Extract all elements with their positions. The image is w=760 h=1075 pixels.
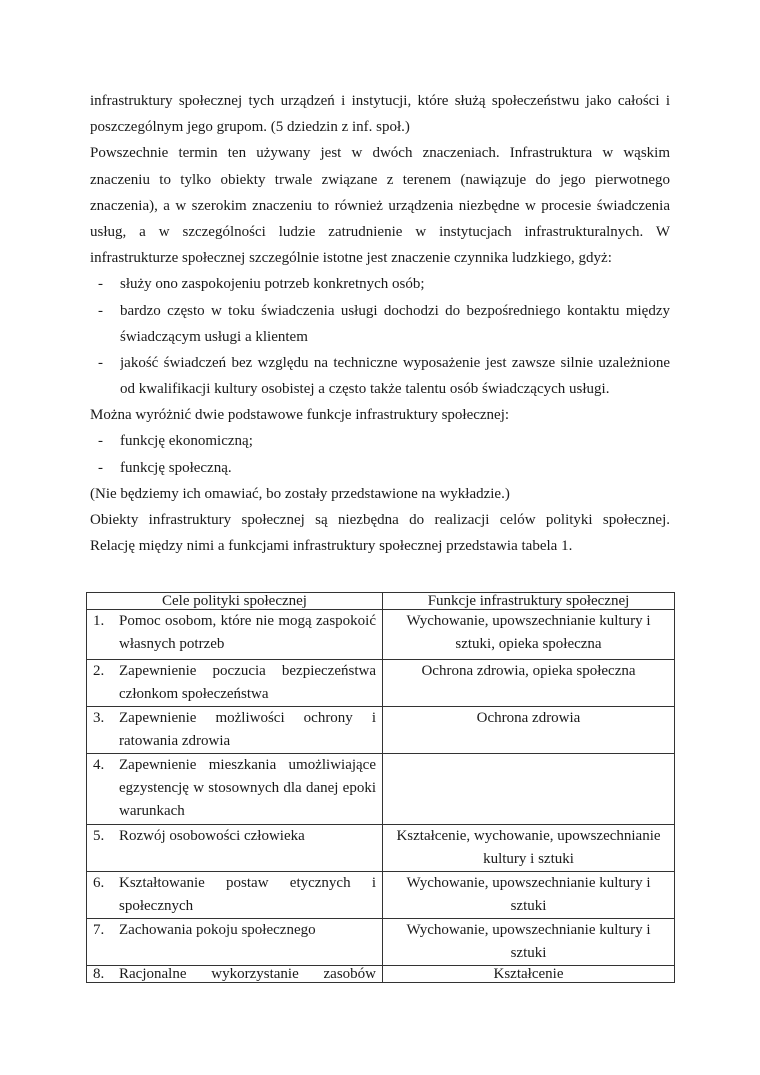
row-number: 7. (93, 922, 105, 938)
bullet-item (90, 271, 670, 297)
bullet-item (90, 428, 670, 454)
document-body (90, 88, 670, 559)
header-goals: Cele polityki społecznej (87, 593, 383, 610)
bullet-text: funkcję ekonomiczną; (120, 433, 253, 450)
functions-cell: Wychowanie, upowszechnianie kultury i sztuki (383, 919, 675, 966)
bullet-dash: - (98, 433, 103, 450)
bullet-text: funkcję społeczną. (120, 459, 232, 476)
functions-cell: Ochrona zdrowia (383, 707, 675, 754)
table-row (87, 966, 675, 983)
text-line: znaczeniu to tylko obiekty trwale związane z terenem (nawiązuje do jego pierwotnego (90, 171, 670, 188)
row-number: 1. (93, 613, 105, 629)
row-number: 4. (93, 757, 105, 773)
table-row (87, 919, 675, 966)
goal-cell: Zachowania pokoju społecznego (119, 922, 316, 938)
text-line: (Nie będziemy ich omawiać, bo zostały przedstawione na wykładzie.) (90, 485, 510, 502)
goal-cell: Racjonalne wykorzystanie zasobów (119, 966, 376, 982)
goal-cell: Zapewnienie poczucia bezpieczeństwa członkom społeczeństwa (119, 663, 376, 702)
table-row (87, 825, 675, 872)
text-line: usług, a w szczególności ludzie zatrudnienie w instytucjach infrastrukturalnych. W (90, 223, 670, 240)
table-row (87, 707, 675, 754)
bullet-item (90, 350, 670, 376)
text-line: infrastruktury społecznej tych urządzeń i instytucji, które służą społeczeństwu jako całości i (90, 93, 670, 109)
goal-cell: Pomoc osobom, które nie mogą zaspokoić własnych potrzeb (119, 613, 376, 652)
goal-cell: Rozwój osobowości człowieka (119, 828, 305, 844)
row-number: 6. (93, 875, 105, 891)
row-number: 8. (93, 966, 105, 982)
table-row (87, 610, 675, 660)
text-line: Relację między nimi a funkcjami infrastruktury społecznej przedstawia tabela 1. (90, 538, 573, 555)
bullet-dash: - (98, 276, 103, 293)
row-number: 2. (93, 663, 105, 679)
functions-cell (383, 754, 675, 825)
bullet-dash: - (98, 354, 103, 371)
text-line: znaczenia), a w szerokim znaczeniu to również urządzenia niezbędne w procesie świadczenia (90, 197, 670, 214)
bullet-text: służy ono zaspokojeniu potrzeb konkretnych osób; (120, 276, 425, 293)
text-line: Powszechnie termin ten używany jest w dwóch znaczeniach. Infrastruktura w wąskim (90, 145, 670, 162)
table-row (87, 660, 675, 707)
header-functions: Funkcje infrastruktury społecznej (383, 593, 675, 610)
policy-functions-table (86, 592, 675, 983)
table-row (87, 872, 675, 919)
bullet-dash: - (98, 302, 103, 319)
bullet-text: bardzo często w toku świadczenia usługi dochodzi do bezpośredniego kontaktu między (120, 302, 670, 319)
bullet-item (90, 298, 670, 324)
functions-cell: Wychowanie, upowszechnianie kultury i sztuki, opieka społeczna (383, 610, 675, 660)
functions-cell: Kształcenie, wychowanie, upowszechnianie kultury i sztuki (383, 825, 675, 872)
row-number: 3. (93, 710, 105, 726)
functions-cell: Wychowanie, upowszechnianie kultury i sztuki (383, 872, 675, 919)
row-number: 5. (93, 828, 105, 844)
goal-cell: Zapewnienie możliwości ochrony i ratowania zdrowia (119, 710, 376, 749)
bullet-continuation: od kwalifikacji kultury osobistej a często także talentu osób świadczących usługi. (120, 381, 610, 398)
text-line: poszczególnym jego grupom. (5 dziedzin z inf. społ.) (90, 119, 410, 136)
goal-cell: Zapewnienie mieszkania umożliwiające egzystencję w stosownych dla danej epoki warunkach (119, 757, 376, 819)
functions-cell: Kształcenie (383, 966, 675, 983)
bullet-item (90, 455, 670, 481)
text-line: infrastrukturze społecznej szczególnie istotne jest znaczenie czynnika ludzkiego, gdyż: (90, 250, 612, 267)
functions-cell: Ochrona zdrowia, opieka społeczna (383, 660, 675, 707)
text-line: Obiekty infrastruktury społecznej są niezbędna do realizacji celów polityki społecznej. (90, 512, 670, 528)
goal-cell: Kształtowanie postaw etycznych i społecznych (119, 875, 376, 914)
text-line: Można wyróżnić dwie podstawowe funkcje infrastruktury społecznej: (90, 407, 510, 424)
bullet-text: jakość świadczeń bez względu na techniczne wyposażenie jest zawsze silnie uzależnione (120, 354, 670, 371)
table-row (87, 754, 675, 825)
bullet-dash: - (98, 459, 103, 476)
table-header-row (87, 593, 675, 610)
bullet-continuation: świadczącym usługi a klientem (120, 328, 308, 345)
